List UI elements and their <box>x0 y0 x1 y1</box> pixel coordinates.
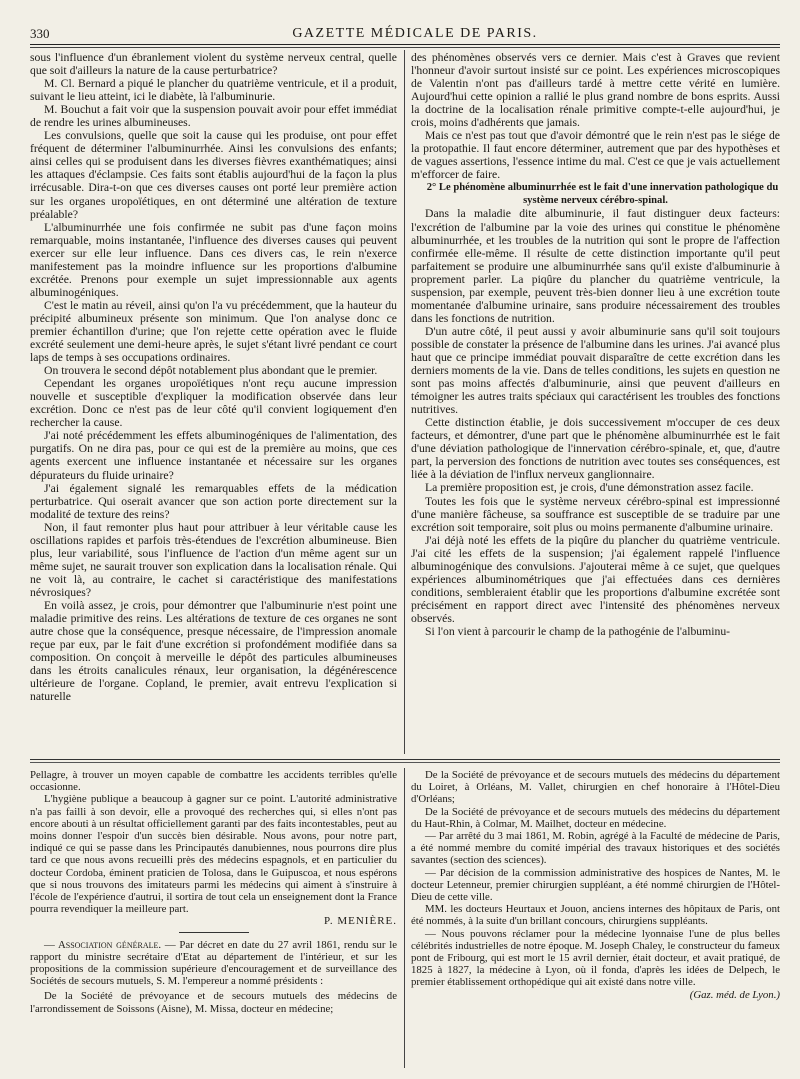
paragraph: L'hygiène publique a beaucoup à gagner sur ce point. L'autorité administrative n'a pas failli à son devoir, elle a provoqué des recherches qui, si elles n'ont pas encore abouti à un résultat officiellement garanti par des faits incontestables, peut au moins donner l'espoir d'un succès bien désirable. Nous avons, pour notre part, indiqué ce qui se passe dans les Principautés danubiennes, nous pourrons dire plus tard ce que nous avons recueilli près des médecins espagnols, et en particulier du docteur Cordoba, éminent praticien de Tolosa, dans le Guipuscoa, et nous espérons que si nous trouvons des imitateurs parmi les médecins qui aiment à s'instruire à l'école de l'expérience d'autrui, il sortira de tout cela un enseignement dont la France pourra revendiquer la meilleure part. <box>30 793 397 916</box>
paragraph: J'ai déjà noté les effets de la piqûre du plancher du quatrième ventricule. J'ai cité les effets de la suspension; j'ai également rappelé l'influence albuminogénique des convulsions. J'ajouterai même à ce sujet, que quelques expériences albuminométriques que j'ai effectuées dans ces dernières conditions, sembleraient établir que les proportions d'albumine excrétée sont précisément en rapport direct avec l'intensité des phénomènes nerveux observés. <box>411 533 780 625</box>
section-separator-thin <box>30 762 780 763</box>
paragraph: Non, il faut remonter plus haut pour attribuer à leur véritable cause les oscillations rapides et parfois très-étendues de l'excrétion albumineuse. Bien plus, leur variabilité, sous l'influence de l'action d'un même agent sur un même sujet, ne saurait trouver son explication dans la localisation rénale. Qui ne voit là, au contraire, le cachet si caractéristique des manifestations névrosiques? <box>30 520 397 599</box>
paragraph: De la Société de prévoyance et de secours mutuels des médecins de l'arrondissement de Soissons (Aisne), M. Missa, docteur en médecine; <box>30 990 397 1015</box>
paragraph: L'albuminurrhée une fois confirmée ne subit pas d'une façon moins remarquable, moins instantanée, l'influence des diverses causes qui peuvent exercer sur elle leur influence. Dans ces divers cas, le rein n'exerce manifestement pas la moindre influence sur les proportions d'albumine excrétée. Prenons pour exemple un sujet impressionnable aux agents albuminogéniques. <box>30 220 397 299</box>
news-text: — Par décret en date du 27 avril 1861, rendu sur le rapport du ministre secrétaire d'Etat au département de l'intérieur, et sur les propositions de la commission supérieure d'encouragement et de surveillance des Sociétés de secours mutuels, S. M. l'empereur a nommé présidents : <box>30 938 397 988</box>
paragraph: — Par décision de la commission administrative des hospices de Nantes, M. le docteur Letenneur, premier chirurgien suppléant, a été nommé chirurgien de l'Hôtel-Dieu de cette ville. <box>411 866 780 904</box>
column-divider <box>404 50 405 754</box>
paragraph: Mais ce n'est pas tout que d'avoir démontré que le rein n'est pas le siége de la protopathie. Il faut encore déterminer, autrement que par des hypothèses et de vagues assertions, l'essence intime du mal. C'est ce que je vais actuellement m'efforcer de faire. <box>411 129 780 182</box>
column-divider-lower <box>404 768 405 1068</box>
short-rule <box>179 932 249 933</box>
paragraph: De la Société de prévoyance et de secours mutuels des médecins du département du Loiret, à Orléans, M. Vallet, chirurgien en chef honoraire à l'Hôtel-Dieu d'Orléans; <box>411 769 780 806</box>
page-header <box>30 20 780 42</box>
paragraph: sous l'influence d'un ébranlement violent du système nerveux central, quelle que soit d'ailleurs la nature de la cause perturbatrice? <box>30 51 397 78</box>
author-signature: P. MENIÈRE. <box>323 915 397 928</box>
paragraph: — Par arrêté du 3 mai 1861, M. Robin, agrégé à la Faculté de médecine de Paris, a été nommé membre du comité impérial des travaux historiques et des sociétés savantes (section des sciences). <box>411 830 780 867</box>
feuilleton-column-right <box>411 769 780 1069</box>
paragraph: Toutes les fois que le système nerveux cérébro-spinal est impressionné d'une manière fâcheuse, sa souffrance est susceptible de se traduire par une excrétion soit temporaire, soit plus ou moins permanente d'albumine urinaire. <box>411 494 780 534</box>
paragraph: Dans la maladie dite albuminurie, il faut distinguer deux facteurs: l'excrétion de l'albumine par la voie des urines qui constitue le phénomène albuminurrhée, et les troubles de la nutrition qui sont le propre de l'affection confirmée elle-même. Il résulte de cette distinction importante qu'il peut parfaitement se produire une albuminurrhée sans qu'il existe d'albuminurie à proprement parler. La piqûre du plancher du quatrième ventricule, la suspension, par exemple, peuvent très-bien donner lieu à une excrétion toute momentanée d'albumine urinaire, sans produire nécessairement des troubles dans les fonctions de nutrition. <box>411 207 780 325</box>
journal-title: GAZETTE MÉDICALE DE PARIS. <box>292 26 538 41</box>
source-credit: (Gaz. méd. de Lyon.) <box>689 988 780 1001</box>
paragraph: — Nous pouvons réclamer pour la médecine lyonnaise l'une de plus belles célébrités industrielles de notre époque. M. Joseph Chaley, le constructeur du fameux pont de Fribourg, qui est mort le 15 avril dernier, était docteur, et avait pratiqué, de 1825 à 1827, la médecine à Lyon, où il fonda, d'après les idées de Delpech, le premier établissement orthopédique qui ait existé dans notre ville. <box>411 927 780 989</box>
page-number: 330 <box>30 26 50 41</box>
paragraph: D'un autre côté, il peut aussi y avoir albuminurie sans qu'il soit toujours possible de constater la présence de l'albumine dans les urines. J'ai avancé plus haut que ce principe immédiat pouvait disparaître de cette excrétion dans les derniers moments de la vie. Dans de telles conditions, les sujets en question ne sont pas moins affectés d'albuminurie, ainsi que peuvent d'ailleurs en témoigner les autres traits spéciaux qui caractérisent les troubles des fonctions nutritives. <box>411 324 780 417</box>
paragraph: La première proposition est, je crois, d'une démonstration assez facile. <box>425 481 754 495</box>
paragraph: Cependant les organes uropoïétiques n'ont reçu aucune impression nouvelle et susceptible d'expliquer la modification observée dans leur excrétion. Donc ce n'est pas de leur côté qu'il convient logiquement d'en rechercher la cause. <box>30 377 397 430</box>
article-column-right <box>411 51 780 753</box>
paragraph: Pellagre, à trouver un moyen capable de combattre les accidents terribles qu'elle occasionne. <box>30 769 397 794</box>
paragraph: Cette distinction établie, je dois successivement m'occuper de ces deux facteurs, et démontrer, d'une part que le phénomène albuminurrhée est le fait d'une déviation pathologique de l'innervation cérébro-spinale, et, que, d'autre part, la perversion des fonctions de nutrition avec toutes ses conséquences, est liée à la déviation de l'influx nerveux ganglionnaire. <box>411 416 780 482</box>
header-rule <box>30 44 780 45</box>
article-column-left <box>30 51 397 753</box>
paragraph: J'ai également signalé les remarquables effets de la médication perturbatrice. Qui oserait avancer que son action porte directement sur la modalité de texture des reins? <box>30 481 397 521</box>
section-heading: 2° Le phénomène albuminurrhée est le fait d'une innervation pathologique du système nerveux cérébro-spinal. <box>426 182 779 207</box>
news-lead: — Association générale. <box>44 938 162 951</box>
paragraph: M. Cl. Bernard a piqué le plancher du quatrième ventricule, et il a produit, suivant le lieu atteint, ici le diabète, là l'albuminurie. <box>30 77 397 104</box>
paragraph: Les convulsions, quelle que soit la cause qui les produise, ont pour effet fréquent de déterminer l'albuminurrhée. Ainsi les convulsions des enfants; ainsi celles qui se produisent dans les diverses fièvres exanthématiques; ainsi les attaques d'éclampsie. Ces faits sont établis aujourd'hui de la façon la plus irrécusable. Dira-t-on que ces diverses causes ont porté leur première action sur les organes uropoïétiques, en ont déterminé une altération de texture préalable? <box>30 129 397 221</box>
news-paragraph <box>30 939 397 988</box>
header-rule-thin <box>30 47 780 48</box>
feuilleton-column-left <box>30 769 397 1069</box>
section-separator <box>30 759 780 760</box>
paragraph: M. Bouchut a fait voir que la suspension pouvait avoir pour effet immédiat de rendre les urines albumineuses. <box>30 103 397 130</box>
paragraph: Si l'on vient à parcourir le champ de la pathogénie de l'albuminu- <box>425 624 731 638</box>
paragraph: J'ai noté précédemment les effets albuminogéniques de l'alimentation, des purgatifs. On ne dira pas, pour ce qui est de la première au moins, que ces agents exercent une influence instantanée et nécessaire sur les organes dépurateurs du fluide urinaire? <box>30 429 397 482</box>
paragraph: De la Société de prévoyance et de secours mutuels des médecins du département du Haut-Rhin, à Colmar, M. Mailhet, docteur en médecine. <box>411 805 780 830</box>
paragraph: On trouvera le second dépôt notablement plus abondant que le premier. <box>44 364 378 378</box>
paragraph: des phénomènes observés vers ce dernier. Mais c'est à Graves que revient l'honneur d'avoir surtout insisté sur ce point. Les expériences microscopiques de Valentin n'ont pas d'ailleurs tardé à mettre cette vérité en lumière. Aujourd'hui cette opinion a rallié le plus grand nombre de bons esprits. Aussi la doctrine de la localisation rénale primitive compte-t-elle aujourd'hui, je crois, moins d'adhérents que jamais. <box>411 51 780 130</box>
paragraph: MM. les docteurs Heurtaux et Jouon, anciens internes des hôpitaux de Paris, ont été nommés, à la suite d'un brillant concours, chirurgiens suppléants. <box>411 903 780 928</box>
paragraph: En voilà assez, je crois, pour démontrer que l'albuminurie n'est point une maladie primitive des reins. Les altérations de texture de ces organes ne sont autre chose que la conséquence, presque nécessaire, de l'impression anomale reçue par eux, par le fait d'une excrétion si profondément modifiée dans sa composition. On conçoit à merveille le dépôt des particules albumineuses dans les étroits canalicules rénaux, leur organisation, la dégénérescence ultérieure de l'organe. Copland, le premier, avait entrevu l'explication si naturelle <box>30 598 397 704</box>
paragraph: C'est le matin au réveil, ainsi qu'on l'a vu précédemment, que la hauteur du précipité albumineux présente son minimum. Que l'on analyse donc ce premier échantillon d'urine; que l'on rejette cette opération avec le fluide excrété seulement une demi-heure après, le sujet s'étant livré pendant ce court laps de temps à ses occupations ordinaires. <box>30 298 397 365</box>
